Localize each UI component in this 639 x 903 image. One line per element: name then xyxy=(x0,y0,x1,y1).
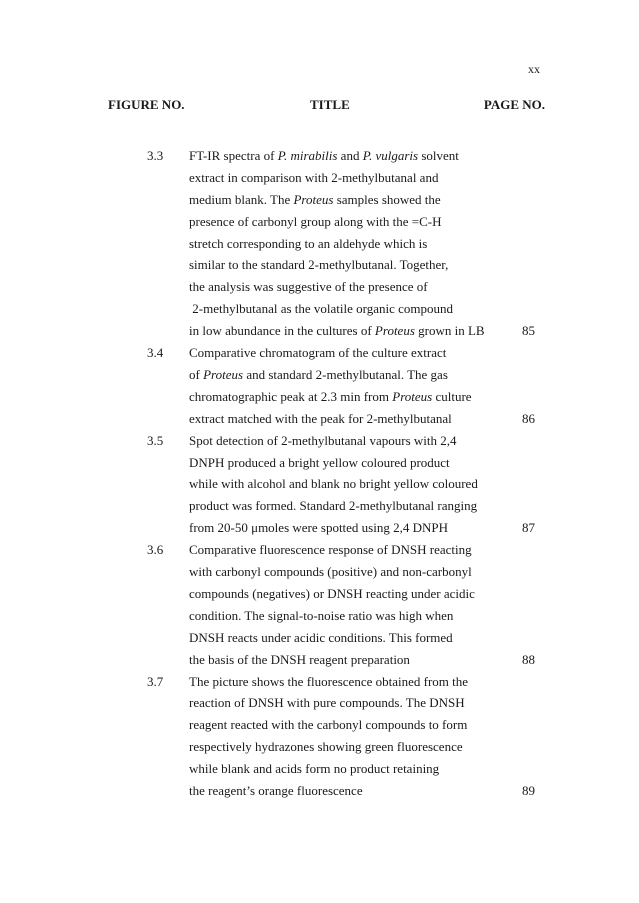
caption-text: extract in comparison with 2-methylbutanal and xyxy=(189,169,439,185)
figure-page-number: 86 xyxy=(522,410,535,426)
caption-line xyxy=(189,736,535,758)
caption-text: 2-methylbutanal as the volatile organic compound xyxy=(189,301,454,317)
caption-line xyxy=(189,605,535,627)
figure-entry xyxy=(147,145,535,342)
caption-line xyxy=(189,692,535,714)
caption-line xyxy=(189,254,535,276)
caption-text: Comparative chromatogram of the culture extract xyxy=(189,345,447,361)
caption-line xyxy=(189,276,535,298)
caption-line xyxy=(189,452,535,474)
caption-line xyxy=(189,714,535,736)
caption-text: Spot detection of 2-methylbutanal vapours with 2,4 xyxy=(189,432,457,448)
caption-line xyxy=(189,364,535,386)
figure-page-number: 87 xyxy=(522,520,535,536)
caption-text: while blank and acids form no product retaining xyxy=(189,761,440,777)
caption-line xyxy=(189,495,535,517)
caption-text: DNPH produced a bright yellow coloured product xyxy=(189,454,450,470)
caption-text: Comparative fluorescence response of DNSH reacting xyxy=(189,542,472,558)
figure-page-number: 88 xyxy=(522,651,535,667)
caption-line xyxy=(189,145,535,167)
list-header xyxy=(108,97,545,117)
caption-text: medium blank. The Proteus samples showed the xyxy=(189,191,441,207)
caption-line xyxy=(189,671,535,693)
caption-line xyxy=(189,386,535,408)
caption-text: presence of carbonyl group along with the =C-H xyxy=(189,213,442,229)
caption-line xyxy=(189,211,535,233)
caption-text: similar to the standard 2-methylbutanal. Together, xyxy=(189,257,449,273)
caption-text: DNSH reacts under acidic conditions. This formed xyxy=(189,629,453,645)
caption-line xyxy=(189,561,535,583)
caption-text: the analysis was suggestive of the presence of xyxy=(189,279,428,295)
caption-line xyxy=(189,320,535,342)
caption-line xyxy=(189,649,535,671)
caption-line xyxy=(189,408,535,430)
figure-caption xyxy=(189,671,535,802)
caption-line xyxy=(189,758,535,780)
figure-page-number: 89 xyxy=(522,783,535,799)
caption-text: with carbonyl compounds (positive) and non-carbonyl xyxy=(189,564,472,580)
figure-caption xyxy=(189,145,535,342)
page-number: xx xyxy=(528,62,540,76)
caption-line xyxy=(189,430,535,452)
caption-text: the reagent’s orange fluorescence xyxy=(189,783,363,799)
caption-line xyxy=(189,167,535,189)
figure-number: 3.6 xyxy=(147,542,164,558)
header-title: TITLE xyxy=(310,97,350,112)
caption-text: while with alcohol and blank no bright yellow coloured xyxy=(189,476,478,492)
caption-line xyxy=(189,780,535,802)
caption-text: the basis of the DNSH reagent preparation xyxy=(189,651,410,667)
caption-text: stretch corresponding to an aldehyde which is xyxy=(189,235,428,251)
caption-line xyxy=(189,539,535,561)
caption-text: of Proteus and standard 2-methylbutanal. The gas xyxy=(189,366,448,382)
caption-line xyxy=(189,342,535,364)
figure-number: 3.5 xyxy=(147,432,164,448)
figure-entry xyxy=(147,671,535,802)
caption-line xyxy=(189,189,535,211)
figure-entry xyxy=(147,342,535,430)
caption-line xyxy=(189,517,535,539)
figure-page-number: 85 xyxy=(522,323,535,339)
header-page-no: PAGE NO. xyxy=(483,97,545,112)
caption-text: FT-IR spectra of P. mirabilis and P. vulgaris solvent xyxy=(189,148,459,163)
caption-text: The picture shows the fluorescence obtained from the xyxy=(189,673,469,689)
caption-line xyxy=(189,473,535,495)
caption-text: reaction of DNSH with pure compounds. The DNSH xyxy=(189,695,465,711)
figure-caption xyxy=(189,430,535,539)
caption-text: chromatographic peak at 2.3 min from Proteus culture xyxy=(189,388,472,404)
figure-entry xyxy=(147,539,535,670)
caption-text: compounds (negatives) or DNSH reacting under acidic xyxy=(189,585,475,601)
figure-caption xyxy=(189,342,535,430)
caption-line xyxy=(189,627,535,649)
caption-line xyxy=(189,583,535,605)
caption-text: extract matched with the peak for 2-methylbutanal xyxy=(189,410,452,426)
caption-text: respectively hydrazones showing green fluorescence xyxy=(189,739,463,755)
figure-number: 3.4 xyxy=(147,345,164,361)
figure-number: 3.3 xyxy=(147,148,164,163)
figure-entry xyxy=(147,430,535,540)
caption-line xyxy=(189,233,535,255)
caption-line xyxy=(189,298,535,320)
caption-text: condition. The signal-to-noise ratio was high when xyxy=(189,607,454,623)
figure-caption xyxy=(189,539,535,670)
caption-text: in low abundance in the cultures of Proteus grown in LB xyxy=(189,323,485,339)
header-figure-no: FIGURE NO. xyxy=(108,97,185,112)
caption-text: reagent reacted with the carbonyl compounds to form xyxy=(189,717,468,733)
caption-text: from 20-50 μmoles were spotted using 2,4 DNPH xyxy=(189,520,448,536)
figure-number: 3.7 xyxy=(147,673,164,689)
caption-text: product was formed. Standard 2-methylbutanal ranging xyxy=(189,498,478,514)
